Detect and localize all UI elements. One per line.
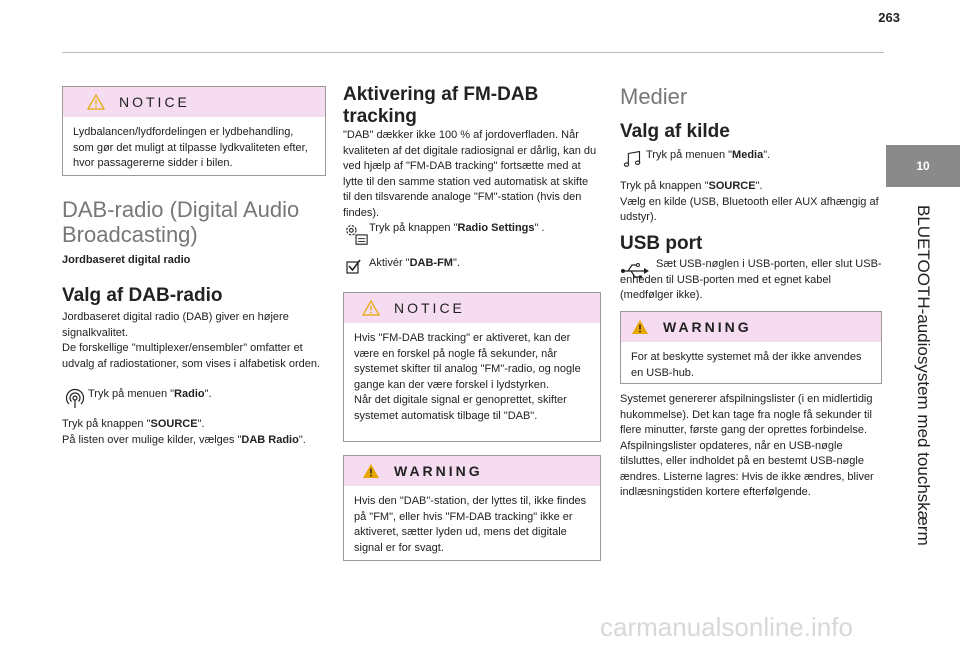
notice-text: Lydbalancen/lydfordelingen er lydbehandling, som gør det muligt at tilpasse lydkvaliteten efter, hvor passagererne sidder i bilen. xyxy=(73,126,308,169)
notice-text: Hvis "FM-DAB tracking" er aktiveret, kan der være en forskel på nogle få sekunder, når systemet skifter til analog "FM"-radio, og nogle gange kan der være forskel i lydstyrken. Når det digitale signal er genoprettet, skifter systemet automatisk tilbage til "DAB". xyxy=(354,332,581,422)
step-source: Tryk på knappen "SOURCE". På listen over mulige kilder, vælges "DAB Radio". xyxy=(62,418,306,446)
step-radio: Tryk på menuen "Radio". xyxy=(62,387,332,409)
warning-label: WARNING xyxy=(394,463,483,479)
valg-kilde-heading: Valg af kilde xyxy=(620,121,730,142)
notice-header xyxy=(344,293,600,323)
fm-dab-text: "DAB" dækker ikke 100 % af jordoverfladen. Når kvaliteten af det digitale radiosignal er dårlig, kan du ved hjælp af "FM-DAB tracking" fortsætte med at lytte til den samme station ved automatisk at skifte til den tilsvarende analoge "FM"-station (hvis den findes). xyxy=(343,129,597,219)
warning-triangle-outline-icon xyxy=(87,94,105,110)
settings-radio-icon xyxy=(343,221,369,247)
usb-port-heading: USB port xyxy=(620,233,703,254)
chapter-title: BLUETOOTH-audiosystem med touchskærm xyxy=(914,205,933,546)
terrestrial-subtitle: Jordbaseret digital radio xyxy=(62,254,191,266)
usb-text: Sæt USB-nøglen i USB-porten, eller slut USB-enheden til USB-porten med et egnet kabel (medfølger ikke). xyxy=(620,258,882,301)
valg-dab-heading: Valg af DAB-radio xyxy=(62,285,223,306)
chapter-number-tab: 10 xyxy=(886,145,960,187)
watermark: carmanualsonline.info xyxy=(600,612,853,642)
notice-label: NOTICE xyxy=(119,94,190,110)
step-radio-settings: Tryk på knappen "Radio Settings" . xyxy=(343,221,603,247)
playlist-text: Systemet genererer afspilningslister (i en midlertidig hukommelse). Det kan tage fra nogle få sekunder til flere minutter, første gang der oprettes forbindelse. Afspilningslister opdateres, når en USB-nøgle tilsluttes, eller indholdet på en bestemt USB-nøgle ændres. Listerne lagres: Hvis de ikke ændres, bliver indlæsningstiden kortere efterfølgende. xyxy=(620,393,874,498)
warning-text: For at beskytte systemet må der ikke anvendes en USB-hub. xyxy=(631,351,862,379)
warning-box-2 xyxy=(620,311,882,384)
step-dab-fm: Aktivér "DAB-FM". xyxy=(343,256,603,276)
notice-label: NOTICE xyxy=(394,300,465,316)
warning-header xyxy=(621,312,881,342)
notice-box-1 xyxy=(62,86,326,176)
checkbox-icon xyxy=(343,256,369,276)
notice-box-2 xyxy=(343,292,601,442)
music-note-icon xyxy=(620,148,646,170)
step-source-media: Tryk på knappen "SOURCE". Vælg en kilde (USB, Bluetooth eller AUX afhængig af udstyr). xyxy=(620,180,879,223)
warning-triangle-outline-icon xyxy=(362,300,380,316)
warning-label: WARNING xyxy=(663,319,752,335)
warning-text: Hvis den "DAB"-station, der lyttes til, ikke findes på "FM", eller hvis "FM-DAB tracking" ikke er aktiveret, sætter lyden ud, mens det digitale signal er for svagt. xyxy=(354,495,587,554)
notice-header xyxy=(63,87,325,117)
header-rule xyxy=(62,52,884,53)
warning-box-1 xyxy=(343,455,601,561)
page-number: 263 xyxy=(878,10,900,25)
medier-title: Medier xyxy=(620,84,688,109)
step-media: Tryk på menuen "Media". xyxy=(620,148,882,170)
valg-dab-text: Jordbaseret digital radio (DAB) giver en højere signalkvalitet. De forskellige "multiplexer/ensembler" omfatter et udvalg af radiostationer, som vises i alfabetisk orden. xyxy=(62,311,321,370)
warning-triangle-filled-icon xyxy=(362,463,380,479)
warning-header xyxy=(344,456,600,486)
warning-triangle-filled-icon xyxy=(631,319,649,335)
radio-antenna-icon xyxy=(62,387,88,409)
dab-title: DAB-radio (Digital Audio Broadcasting) xyxy=(62,197,300,247)
fm-dab-heading: Aktivering af FM-DAB tracking xyxy=(343,84,539,127)
